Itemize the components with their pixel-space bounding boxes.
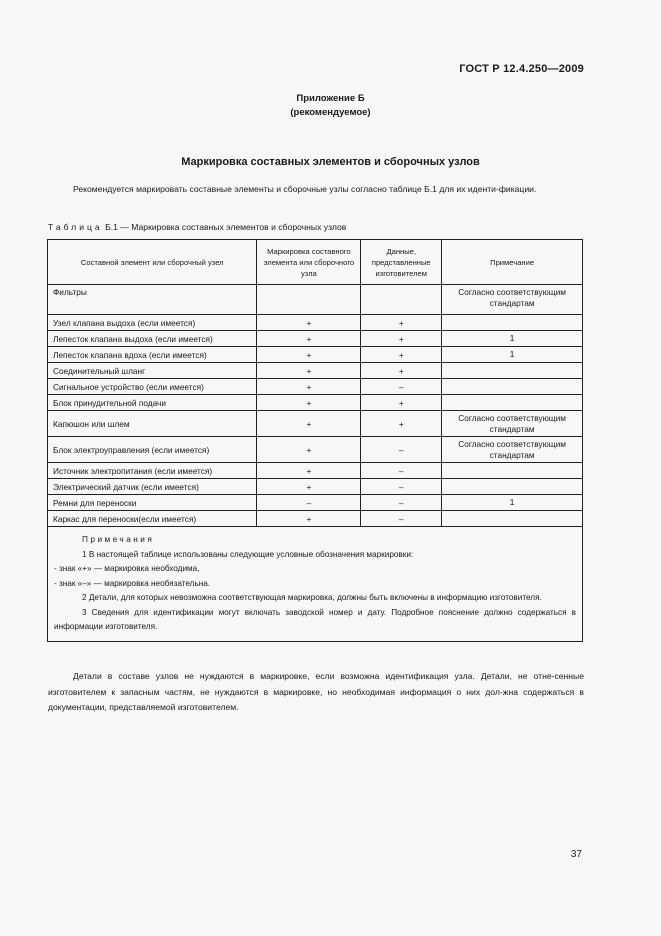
cell-note xyxy=(442,363,583,379)
cell-component-name: Источник электропитания (если имеется) xyxy=(48,463,257,479)
table-header-row xyxy=(48,240,583,285)
cell-manufacturer-data xyxy=(361,285,442,315)
closing-paragraph: Детали в составе узлов не нуждаются в маркировке, если возможна идентификация узла. Детали, не отне-сенные изготовителем к запасным частям, не нуждаются в маркировке, но необходимая информация о них дол-жна содержаться в документации, представляемой изготовителем. xyxy=(48,671,584,712)
cell-marking: + xyxy=(257,479,361,495)
note-3: 3 Сведения для идентификации могут включать заводской номер и дату. Подробное пояснение должно содержаться в информации изготовителя. xyxy=(54,607,576,631)
table-row xyxy=(48,511,583,527)
cell-component-name: Капюшон или шлем xyxy=(48,411,257,437)
cell-marking: + xyxy=(257,463,361,479)
document-code: ГОСТ Р 12.4.250—2009 xyxy=(459,63,584,75)
cell-note: Согласно соответствующим стандартам xyxy=(442,437,583,463)
annex-title: Приложение Б xyxy=(296,93,365,104)
table-row xyxy=(48,331,583,347)
cell-marking: + xyxy=(257,395,361,411)
cell-note: 1 xyxy=(442,347,583,363)
cell-manufacturer-data: + xyxy=(361,395,442,411)
cell-component-name: Фильтры xyxy=(48,285,257,315)
cell-manufacturer-data: – xyxy=(361,479,442,495)
note-1-minus: - знак «–» — маркировка необязательна. xyxy=(54,578,211,588)
table-row xyxy=(48,495,583,511)
note-1: 1 В настоящей таблице использованы следующие условные обозначения маркировки: xyxy=(82,549,414,559)
cell-marking: + xyxy=(257,363,361,379)
cell-note: 1 xyxy=(442,495,583,511)
table-row xyxy=(48,315,583,331)
cell-component-name: Лепесток клапана выдоха (если имеется) xyxy=(48,331,257,347)
cell-component-name: Блок электроуправления (если имеется) xyxy=(48,437,257,463)
cell-manufacturer-data: + xyxy=(361,347,442,363)
table-row xyxy=(48,363,583,379)
cell-manufacturer-data: + xyxy=(361,363,442,379)
table-row xyxy=(48,437,583,463)
cell-component-name: Узел клапана выдоха (если имеется) xyxy=(48,315,257,331)
cell-component-name: Электрический датчик (если имеется) xyxy=(48,479,257,495)
cell-marking: + xyxy=(257,411,361,437)
cell-component-name: Соединительный шланг xyxy=(48,363,257,379)
cell-marking: + xyxy=(257,437,361,463)
cell-component-name: Лепесток клапана вдоха (если имеется) xyxy=(48,347,257,363)
table-notes-row xyxy=(48,527,583,642)
cell-note xyxy=(442,463,583,479)
table-row xyxy=(48,285,583,315)
cell-manufacturer-data: – xyxy=(361,495,442,511)
intro-paragraph: Рекомендуется маркировать составные элементы и сборочные узлы согласно таблице Б.1 для их иденти-фикации. xyxy=(73,184,537,194)
cell-marking: + xyxy=(257,379,361,395)
cell-marking: + xyxy=(257,331,361,347)
table-caption xyxy=(48,222,588,232)
cell-marking: + xyxy=(257,315,361,331)
cell-note: Согласно соответствующим стандартам xyxy=(442,285,583,315)
table-row xyxy=(48,395,583,411)
cell-manufacturer-data: – xyxy=(361,463,442,479)
cell-manufacturer-data: + xyxy=(361,411,442,437)
cell-marking: + xyxy=(257,511,361,527)
cell-component-name: Блок принудительной подачи xyxy=(48,395,257,411)
table-row xyxy=(48,479,583,495)
cell-note xyxy=(442,315,583,331)
table-notes xyxy=(48,527,583,642)
table-caption-label: Таблица xyxy=(48,222,103,232)
cell-manufacturer-data: – xyxy=(361,379,442,395)
cell-note xyxy=(442,511,583,527)
cell-note: 1 xyxy=(442,331,583,347)
cell-manufacturer-data: – xyxy=(361,437,442,463)
header-component: Составной элемент или сборочный узел xyxy=(48,240,257,285)
note-1-plus: - знак «+» — маркировка необходима, xyxy=(54,564,200,573)
table-row xyxy=(48,411,583,437)
cell-note xyxy=(442,395,583,411)
annex-subtitle: (рекомендуемое) xyxy=(290,107,371,118)
notes-heading: Примечания xyxy=(82,535,155,544)
cell-note: Согласно соответствующим стандартам xyxy=(442,411,583,437)
cell-manufacturer-data: + xyxy=(361,331,442,347)
table-row xyxy=(48,463,583,479)
section-title: Маркировка составных элементов и сборочных узлов xyxy=(181,156,480,168)
table-row xyxy=(48,379,583,395)
header-note: Примечание xyxy=(442,240,583,285)
cell-component-name: Сигнальное устройство (если имеется) xyxy=(48,379,257,395)
cell-marking xyxy=(257,285,361,315)
cell-marking: – xyxy=(257,495,361,511)
header-marking: Маркировка составного элемента или сборочного узла xyxy=(257,240,361,285)
page-number: 37 xyxy=(570,849,582,860)
marking-table xyxy=(47,239,583,642)
cell-component-name: Ремни для переноски xyxy=(48,495,257,511)
annex-heading xyxy=(0,92,661,120)
cell-manufacturer-data: + xyxy=(361,315,442,331)
table-caption-text: Б.1 — Маркировка составных элементов и сборочных узлов xyxy=(102,222,347,232)
cell-component-name: Каркас для переноски(если имеется) xyxy=(48,511,257,527)
note-2: 2 Детали, для которых невозможна соответствующая маркировка, должны быть включены в информацию изготовителя. xyxy=(82,593,542,602)
cell-marking: + xyxy=(257,347,361,363)
cell-note xyxy=(442,379,583,395)
cell-note xyxy=(442,479,583,495)
cell-manufacturer-data: – xyxy=(361,511,442,527)
header-manufacturer-data: Данные, представленные изготовителем xyxy=(361,240,442,285)
table-row xyxy=(48,347,583,363)
